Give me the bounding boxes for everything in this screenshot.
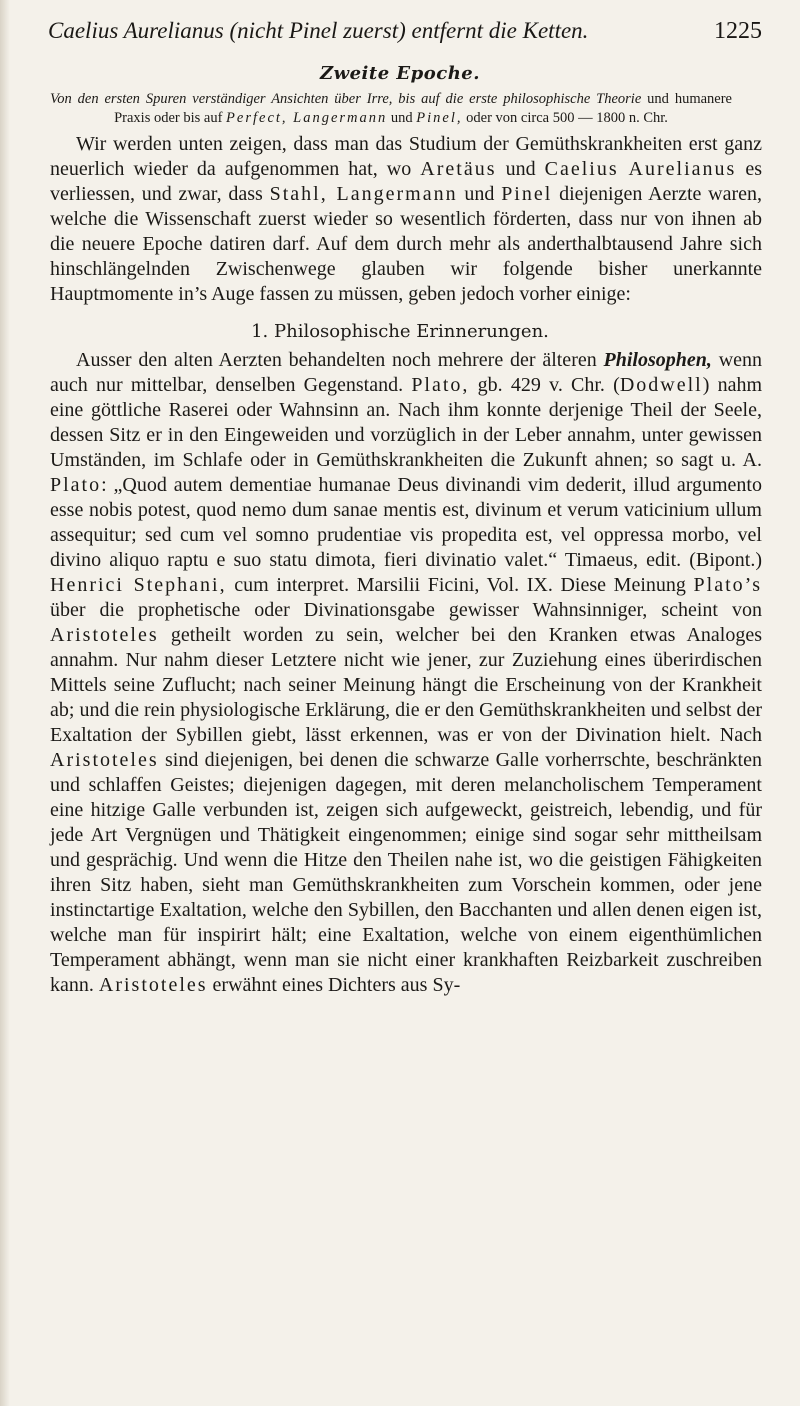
person-name: Aristoteles (98, 974, 208, 996)
text-run: diejenigen Aerzte waren, welche die Wissenschaft zuerst wieder so wesentlich förderten, dass nur von ihnen ab die neuere Epoche datiren darf. Auf dem durch mehr als anderthalbtausend Jahre sich hinschlängelnden Zwischenwege glauben wir folgende bisher unerkannte Hauptmomente in’s Auge fassen zu müssen, geben jedoch vorher einige: (50, 183, 763, 305)
person-name: Dodwell (619, 374, 703, 396)
epoch-desc-names: Pinel, (416, 110, 463, 126)
text-run: Ausser den alten Aerzten behandelten noch mehrere der älteren (76, 349, 597, 371)
text-run: und (505, 158, 536, 180)
person-name: Plato’s (693, 574, 762, 596)
text-run: erwähnt eines Dichters aus Sy- (212, 974, 461, 996)
text-run: : „Quod autem dementiae humanae Deus divinandi vim dederit, illud argumento esse nobis potest, quod nemo dum sanae mentis est, divinum et verum vaticinium ullum assequitur; sed cum vel somno prudentiae vis propedita est, vel oppressa morbo, vel divino aliquo raptu e suo statu dimota, fieri divinatio valet.“ Timaeus, edit. (Bipont.) (50, 474, 762, 571)
text-run: und (464, 183, 495, 205)
person-name: Aretäus (420, 158, 497, 180)
body-paragraph (50, 348, 762, 998)
person-name: Stahl, Langermann (269, 183, 458, 205)
text-run: es verliessen, und zwar, dass (50, 158, 763, 205)
epoch-desc-part: und (390, 110, 413, 126)
person-name: Henrici Stephani, (50, 574, 227, 596)
person-name: Caelius Aurelianus (544, 158, 737, 180)
subheading: 1. Philosophische Erinnerungen. (251, 321, 549, 342)
epoch-description (50, 90, 732, 128)
epoch-desc-date: oder von circa 500 — 1800 n. Chr. (466, 110, 668, 126)
page-number: 1225 (714, 18, 762, 44)
text-run: getheilt worden zu sein, welcher bei den Kranken etwas Analoges annahm. Nur nahm dieser Letztere nicht wie jener, zur Zuziehung eines überirdischen Mittels seine Zuflucht; nach seiner Meinung hängt die Erscheinung von der Krankheit ab; und die rein physiologische Erklärung, die er den Gemüthskrankheiten und selbst der Exaltation der Sybillen giebt, lässt erkennen, was er von der Divination hielt. Nach (50, 624, 763, 746)
running-head (48, 18, 762, 45)
text-run: Wir werden unten zeigen, dass man das Studium der Gemüthskrankheiten erst ganz neuerlich wieder da aufgenommen hat, wo (50, 133, 762, 180)
epoch-desc-part: Von den ersten Spuren verständiger Ansichten über Irre, bis auf die erste philosophische Theorie (50, 91, 642, 107)
person-name: Aristoteles (50, 624, 159, 646)
text-run: über die prophetische oder Divinationsgabe gewisser Wahnsinniger, scheint von (50, 599, 762, 621)
running-title: Caelius Aurelianus (nicht Pinel zuerst) entfernt die Ketten. (48, 18, 589, 43)
intro-paragraph (50, 132, 762, 307)
text-run: gb. 429 v. Chr. ( (477, 374, 620, 396)
text-run: wenn auch nur mittelbar, denselben Gegenstand. (50, 349, 763, 396)
text-run: cum interpret. Marsilii Ficini, Vol. IX. Diese Meinung (234, 574, 686, 596)
person-name: Plato, (411, 374, 470, 396)
person-name: Aristoteles (50, 749, 159, 771)
person-name: Pinel (501, 183, 553, 205)
page-binding-edge (0, 0, 10, 1406)
person-name: Plato (50, 474, 102, 496)
philosophen-word: Philosophen, (603, 349, 712, 371)
epoch-desc-names: Perfect, Langermann (226, 110, 388, 126)
section-title: Zweite Epoche. (319, 63, 481, 84)
text-run: sind diejenigen, bei denen die schwarze Galle vorherrschte, beschränkten und schlaffen Geistes; diejenigen dagegen, mit deren melancholischem Temperament eine hitzige Galle verbunden ist, zeigen sich aufgeweckt, geistreich, lebendig, und für jede Art Vergnügen und Thätigkeit eingenommen; einige sind sogar sehr mittheilsam und gesprächig. Und wenn die Hitze den Theilen nahe ist, wo die geistigen Fähigkeiten ihren Sitz haben, sieht man Gemüthskrankheiten zum Vorschein kommen, oder jene instinctartige Exaltation, welche den Sybillen, den Bacchanten und allen denen eigen ist, welche man für inspirirt hält; eine Exaltation, welche von einem eigenthümlichen Temperament abhängt, wenn man sie nicht einer krankhaften Reizbarkeit zuschreiben kann. (50, 749, 762, 996)
text-run: ) nahm eine göttliche Raserei oder Wahnsinn an. Nach ihm konnte derjenige Theil der Seele, dessen Sitz er in den Eingeweiden und vorzüglich in der Leber annahm, unter gewissen Umständen, im Schlafe oder in Gemüthskrankheiten die Zukunft ahnen; so sagt u. A. (50, 374, 763, 471)
epoch-desc-part: und humanere Praxis oder bis auf (114, 91, 732, 126)
